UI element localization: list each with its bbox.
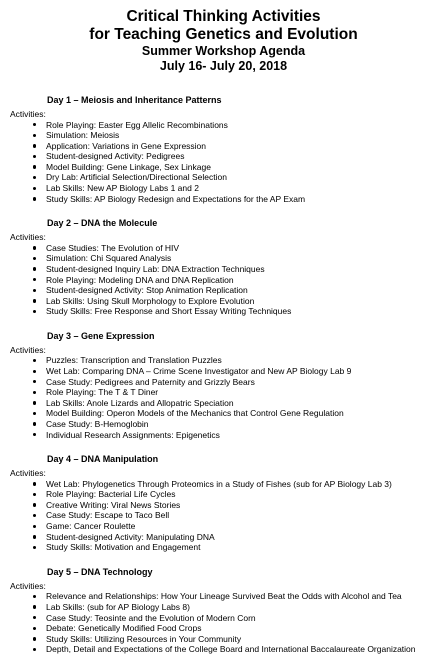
list-item bbox=[0, 398, 447, 409]
bullet-icon bbox=[33, 155, 36, 158]
bullet-icon bbox=[33, 299, 36, 302]
day-section-5 bbox=[0, 567, 447, 655]
list-item bbox=[0, 634, 447, 645]
activity-list bbox=[0, 355, 447, 440]
activity-text: Role Playing: Bacterial Life Cycles bbox=[46, 489, 176, 500]
activity-text: Role Playing: Easter Egg Allelic Recombinations bbox=[46, 119, 228, 130]
list-item bbox=[0, 602, 447, 613]
list-item bbox=[0, 532, 447, 543]
section-spacer bbox=[0, 440, 447, 449]
list-item bbox=[0, 613, 447, 624]
bullet-icon bbox=[33, 165, 36, 168]
bullet-icon bbox=[33, 289, 36, 292]
activity-text: Lab Skills: Using Skull Morphology to Explore Evolution bbox=[46, 295, 255, 306]
list-item bbox=[0, 183, 447, 194]
list-item bbox=[0, 542, 447, 553]
list-item bbox=[0, 591, 447, 602]
list-item bbox=[0, 264, 447, 275]
bullet-icon bbox=[33, 627, 36, 630]
activity-text: Role Playing: Modeling DNA and DNA Replication bbox=[46, 274, 234, 285]
day-section-4 bbox=[0, 454, 447, 553]
bullet-icon bbox=[33, 197, 36, 200]
activity-text: Depth, Detail and Expectations of the College Board and International Baccalaureate Organization bbox=[46, 644, 416, 655]
activity-text: Study Skills: Motivation and Engagement bbox=[46, 542, 201, 553]
bullet-icon bbox=[33, 503, 36, 506]
list-item bbox=[0, 253, 447, 264]
activity-text: Wet Lab: Phylogenetics Through Proteomics in a Study of Fishes (sub for AP Biology Lab 3) bbox=[46, 478, 392, 489]
activity-text: Lab Skills: New AP Biology Labs 1 and 2 bbox=[46, 183, 199, 194]
bullet-icon bbox=[33, 176, 36, 179]
activity-text: Model Building: Operon Models of the Mechanics that Control Gene Regulation bbox=[46, 408, 344, 419]
activity-text: Individual Research Assignments: Epigenetics bbox=[46, 429, 220, 440]
bullet-icon bbox=[33, 482, 36, 485]
list-item bbox=[0, 377, 447, 388]
activity-text: Puzzles: Transcription and Translation Puzzles bbox=[46, 355, 222, 366]
day-title: Day 4 – DNA Manipulation bbox=[47, 454, 159, 465]
day-section-1 bbox=[0, 95, 447, 204]
section-spacer bbox=[0, 204, 447, 213]
activity-text: Application: Variations in Gene Expression bbox=[46, 140, 207, 151]
bullet-icon bbox=[33, 278, 36, 281]
bullet-icon bbox=[33, 433, 36, 436]
bullet-icon bbox=[33, 546, 36, 549]
activity-text: Case Study: Escape to Taco Bell bbox=[46, 510, 170, 521]
activity-text: Model Building: Gene Linkage, Sex Linkage bbox=[46, 161, 211, 172]
section-spacer bbox=[0, 553, 447, 562]
bullet-icon bbox=[33, 257, 36, 260]
bullet-icon bbox=[33, 370, 36, 373]
list-item bbox=[0, 151, 447, 162]
activity-list bbox=[0, 243, 447, 317]
bullet-icon bbox=[33, 310, 36, 313]
activity-text: Student-designed Activity: Manipulating DNA bbox=[46, 531, 215, 542]
activities-label: Activities: bbox=[10, 468, 46, 479]
activity-text: Student-designed Activity: Pedigrees bbox=[46, 151, 185, 162]
activity-text: Case Study: B-Hemoglobin bbox=[46, 418, 149, 429]
activity-list bbox=[0, 120, 447, 205]
activity-text: Debate: Genetically Modified Food Crops bbox=[46, 623, 202, 634]
activity-text: Student-designed Inquiry Lab: DNA Extraction Techniques bbox=[46, 263, 265, 274]
list-item bbox=[0, 355, 447, 366]
bullet-icon bbox=[33, 648, 36, 651]
document-header bbox=[0, 8, 447, 74]
list-item bbox=[0, 644, 447, 655]
list-item bbox=[0, 296, 447, 307]
activity-text: Role Playing: The T & T Diner bbox=[46, 387, 159, 398]
bullet-icon bbox=[33, 246, 36, 249]
activity-text: Wet Lab: Comparing DNA – Crime Scene Investigator and New AP Biology Lab 9 bbox=[46, 366, 352, 376]
activity-text: Study Skills: Utilizing Resources in Your Community bbox=[46, 633, 242, 644]
activity-list bbox=[0, 591, 447, 655]
list-item bbox=[0, 141, 447, 152]
bullet-icon bbox=[33, 359, 36, 362]
day-title: Day 2 – DNA the Molecule bbox=[47, 218, 158, 229]
list-item bbox=[0, 430, 447, 441]
activity-text: Simulation: Chi Squared Analysis bbox=[46, 253, 172, 264]
bullet-icon bbox=[33, 605, 36, 608]
document-title-line-1: Critical Thinking Activities bbox=[126, 8, 321, 25]
document-dates: July 16- July 20, 2018 bbox=[159, 59, 288, 73]
bullet-icon bbox=[33, 525, 36, 528]
activity-text: Student-designed Activity: Stop Animation Replication bbox=[46, 285, 248, 296]
list-item bbox=[0, 521, 447, 532]
activities-label: Activities: bbox=[10, 344, 46, 355]
bullet-icon bbox=[33, 144, 36, 147]
day-section-3 bbox=[0, 331, 447, 440]
bullet-icon bbox=[33, 514, 36, 517]
day-title: Day 5 – DNA Technology bbox=[47, 566, 153, 577]
bullet-icon bbox=[33, 493, 36, 496]
bullet-icon bbox=[33, 134, 36, 137]
list-item bbox=[0, 306, 447, 317]
list-item bbox=[0, 623, 447, 634]
activity-text: Case Study: Teosinte and the Evolution of Modern Corn bbox=[46, 612, 256, 623]
activity-text: Study Skills: Free Response and Short Essay Writing Techniques bbox=[46, 306, 292, 317]
bullet-icon bbox=[33, 123, 36, 126]
day-title: Day 3 – Gene Expression bbox=[47, 330, 155, 341]
activities-label: Activities: bbox=[10, 580, 46, 591]
activity-text: Simulation: Meiosis bbox=[46, 130, 120, 141]
list-item bbox=[0, 479, 447, 490]
bullet-icon bbox=[33, 422, 36, 425]
activity-text: Case Studies: The Evolution of HIV bbox=[46, 242, 180, 253]
bullet-icon bbox=[33, 391, 36, 394]
activity-text: Game: Cancer Roulette bbox=[46, 521, 136, 532]
activity-text: Creative Writing: Viral News Stories bbox=[46, 499, 181, 510]
activity-text: Study Skills: AP Biology Redesign and Expectations for the AP Exam bbox=[46, 193, 306, 204]
day-section-2 bbox=[0, 218, 447, 317]
list-item bbox=[0, 275, 447, 286]
activity-text: Lab Skills: (sub for AP Biology Labs 8) bbox=[46, 601, 190, 612]
bullet-icon bbox=[33, 267, 36, 270]
day-title: Day 1 – Meiosis and Inheritance Patterns bbox=[47, 95, 222, 105]
activity-text: Dry Lab: Artificial Selection/Directional Selection bbox=[46, 172, 227, 183]
list-item bbox=[0, 419, 447, 430]
list-item bbox=[0, 162, 447, 173]
agenda-days bbox=[0, 90, 447, 655]
activity-text: Lab Skills: Anole Lizards and Allopatric Speciation bbox=[46, 397, 234, 408]
list-item bbox=[0, 408, 447, 419]
list-item bbox=[0, 500, 447, 511]
list-item bbox=[0, 172, 447, 183]
bullet-icon bbox=[33, 637, 36, 640]
bullet-icon bbox=[33, 595, 36, 598]
list-item bbox=[0, 510, 447, 521]
list-item bbox=[0, 387, 447, 398]
bullet-icon bbox=[33, 401, 36, 404]
bullet-icon bbox=[33, 535, 36, 538]
document-title-line-2: for Teaching Genetics and Evolution bbox=[89, 26, 358, 43]
list-item bbox=[0, 130, 447, 141]
activity-text: Relevance and Relationships: How Your Lineage Survived Beat the Odds with Alcohol and Tea bbox=[46, 591, 402, 602]
list-item bbox=[0, 194, 447, 205]
list-item bbox=[0, 120, 447, 131]
list-item bbox=[0, 366, 447, 377]
list-item bbox=[0, 285, 447, 296]
bullet-icon bbox=[33, 616, 36, 619]
list-item bbox=[0, 489, 447, 500]
list-item bbox=[0, 243, 447, 254]
section-spacer bbox=[0, 317, 447, 326]
activities-label: Activities: bbox=[10, 109, 46, 119]
activities-label: Activities: bbox=[10, 232, 46, 243]
document-subtitle: Summer Workshop Agenda bbox=[141, 44, 306, 58]
bullet-icon bbox=[33, 187, 36, 190]
bullet-icon bbox=[33, 380, 36, 383]
activity-text: Case Study: Pedigrees and Paternity and Grizzly Bears bbox=[46, 376, 255, 387]
activity-list bbox=[0, 479, 447, 553]
bullet-icon bbox=[33, 412, 36, 415]
